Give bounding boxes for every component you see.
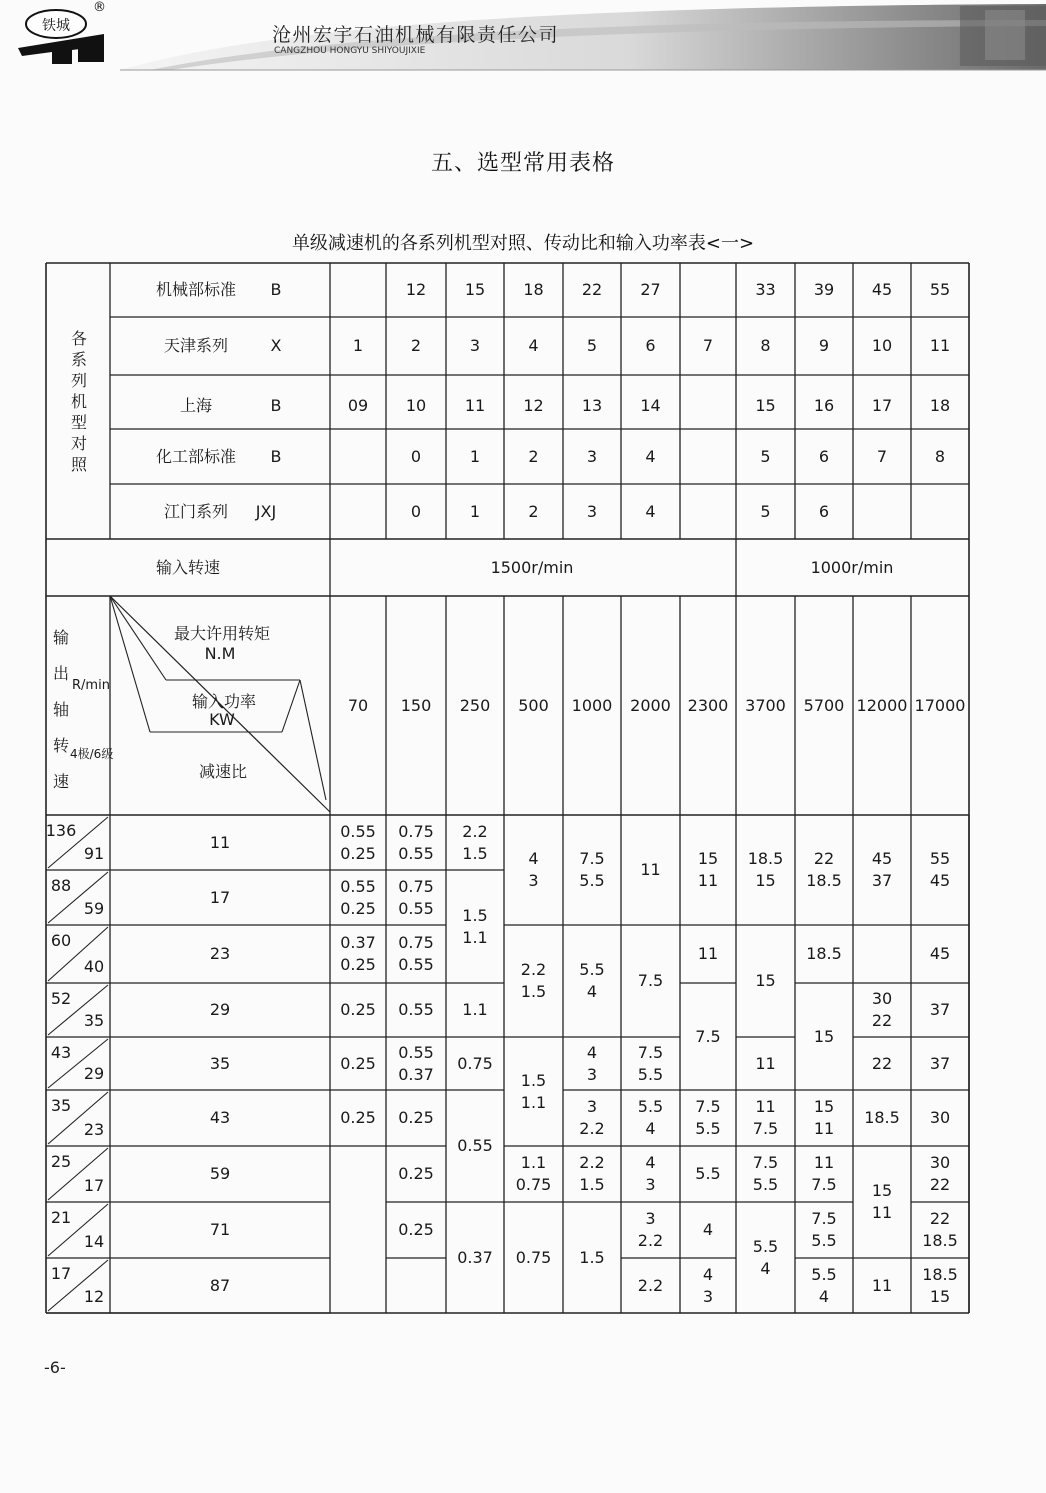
input-power-value: 4 (528, 849, 539, 868)
series-value: 22 (581, 280, 603, 299)
reduction-ratio: 29 (209, 1000, 231, 1019)
series-group-label-char: 对 (70, 434, 87, 453)
input-power-value: 2.2 (579, 1153, 605, 1172)
input-power-value: 4 (818, 1286, 830, 1306)
output-speed-4-pole: 88 (50, 876, 72, 895)
poles-label: 4极/6级 (70, 747, 114, 761)
series-value: 1 (352, 336, 364, 355)
input-power-value: 11 (697, 944, 719, 963)
series-value: 18 (523, 280, 544, 299)
speed-1000-label: 1000r/min (810, 558, 894, 577)
series-name: 上海 (179, 396, 213, 415)
input-power-value: 5.5 (695, 1164, 721, 1183)
series-value: 11 (464, 396, 486, 415)
output-speed-6-pole: 59 (83, 899, 105, 918)
series-value: 18 (929, 396, 951, 415)
input-power-value: 18.5 (747, 849, 784, 868)
input-power-value: 3 (586, 1097, 598, 1116)
input-power-value: 22 (929, 1175, 951, 1194)
output-speed-6-pole: 17 (83, 1176, 105, 1195)
input-power-value: 15 (813, 1097, 835, 1116)
input-power-value: 3 (645, 1209, 656, 1228)
input-power-value: 0.37 (457, 1247, 493, 1267)
output-speed-4-pole: 60 (50, 931, 72, 950)
input-power-value: 1.5 (520, 982, 547, 1001)
company-name-en: CANGZHOU HONGYU SHIYOUJIXIE (274, 46, 426, 56)
input-power-value: 11 (640, 860, 661, 879)
max-torque-value: 150 (400, 696, 432, 715)
input-power-value: 0.75 (398, 821, 434, 841)
series-value: 4 (645, 501, 656, 521)
series-value: 5 (760, 501, 771, 521)
series-value: 10 (405, 396, 427, 415)
input-power-value: 0.55 (398, 955, 434, 974)
max-torque-value: 500 (518, 696, 549, 715)
series-value: 2 (528, 501, 539, 521)
max-torque-value: 1000 (571, 696, 613, 715)
input-power-value: 3 (645, 1175, 656, 1194)
max-torque-value: 2300 (687, 696, 729, 715)
max-torque-label: 最大许用转矩 (173, 624, 271, 643)
input-power-value: 0.37 (340, 933, 376, 952)
input-power-value: 0.55 (398, 898, 434, 918)
input-power-value: 0.25 (340, 1000, 376, 1019)
input-power-value: 2.2 (579, 1119, 605, 1138)
series-group-label-char: 照 (70, 455, 87, 474)
input-power-value: 4 (702, 1220, 714, 1239)
output-speed-4-pole: 21 (50, 1208, 72, 1227)
max-torque-value: 12000 (856, 696, 908, 715)
series-code: X (270, 336, 282, 355)
max-torque-value: 3700 (745, 696, 786, 715)
output-speed-6-pole: 29 (83, 1064, 105, 1083)
input-power-value: 15 (755, 871, 776, 890)
input-power-value: 37 (929, 1053, 951, 1073)
series-value: 13 (581, 396, 603, 415)
torque-unit-label: N.M (204, 644, 236, 663)
series-value: 5 (760, 446, 771, 466)
reduction-ratio: 43 (209, 1108, 231, 1127)
input-power-value: 11 (697, 871, 719, 890)
input-power-value: 1.5 (579, 1247, 605, 1267)
output-speed-4-pole: 25 (50, 1152, 72, 1171)
input-power-value: 0.25 (398, 1220, 434, 1239)
reduction-ratio: 87 (209, 1275, 231, 1295)
series-value: 14 (640, 396, 661, 415)
input-power-value: 15 (697, 849, 719, 868)
input-power-value: 37 (929, 1000, 951, 1019)
input-power-value: 0.25 (340, 843, 376, 863)
series-value: 10 (871, 336, 893, 355)
input-power-value: 22 (871, 1053, 893, 1073)
input-power-value: 0.75 (398, 933, 434, 952)
input-power-value: 4 (645, 1153, 656, 1172)
series-value: 6 (818, 446, 830, 466)
series-value: 33 (755, 280, 776, 299)
output-shaft-label-char: 速 (52, 772, 69, 791)
input-power-value: 5.5 (637, 1097, 664, 1116)
series-value: 16 (813, 396, 835, 415)
series-value: 2 (528, 446, 539, 466)
series-name: 天津系列 (163, 336, 229, 355)
input-power-value: 5.5 (811, 1264, 837, 1284)
output-speed-6-pole: 35 (83, 1011, 105, 1030)
input-power-value: 5.5 (695, 1119, 721, 1138)
series-value: 39 (813, 280, 835, 299)
output-shaft-label (52, 620, 70, 800)
series-name: 化工部标准 (155, 446, 237, 466)
reduction-ratio: 23 (209, 944, 231, 963)
series-value: 4 (528, 336, 539, 355)
series-group-label-char: 各 (70, 329, 87, 348)
series-group-label-char: 系 (70, 350, 87, 369)
input-power-value: 7.5 (752, 1119, 779, 1138)
input-power-value: 15 (929, 1286, 951, 1306)
series-name: 机械部标准 (155, 280, 237, 299)
input-power-value: 4 (645, 1119, 656, 1138)
input-power-value: 7.5 (695, 1026, 721, 1046)
input-power-value: 0.37 (398, 1064, 434, 1084)
input-power-value: 11 (813, 1153, 835, 1172)
series-value: 1 (469, 446, 481, 466)
input-power-value: 11 (871, 1275, 893, 1295)
input-power-value: 7.5 (637, 1042, 664, 1062)
input-power-value: 55 (929, 849, 951, 868)
series-name: 江门系列 (163, 501, 229, 521)
input-power-value: 18.5 (922, 1231, 958, 1250)
input-power-value: 5.5 (579, 960, 605, 979)
series-group-label-char: 列 (70, 371, 87, 390)
header-zigzag (300, 680, 326, 800)
output-shaft-label-char: 出 (52, 664, 69, 683)
input-power-value: 0.25 (340, 955, 376, 974)
input-power-value: 3 (528, 871, 539, 890)
reduction-ratio: 35 (209, 1053, 231, 1073)
input-power-value: 0.25 (340, 1053, 376, 1073)
output-speed-6-pole: 91 (83, 844, 105, 863)
series-group-label-char: 型 (70, 413, 87, 432)
series-value: 55 (929, 280, 951, 299)
input-power-value: 11 (755, 1097, 776, 1116)
input-power-value: 4 (586, 1042, 598, 1062)
input-power-value: 15 (755, 971, 776, 990)
max-torque-value: 70 (347, 696, 369, 715)
input-power-value: 0.25 (398, 1108, 434, 1127)
input-power-value: 0.55 (457, 1136, 493, 1155)
table-title: 单级减速机的各系列机型对照、传动比和输入功率表<一> (291, 233, 755, 254)
output-shaft-label-char: 转 (52, 736, 69, 755)
input-power-value: 7.5 (637, 971, 664, 990)
input-power-value: 18.5 (806, 944, 842, 963)
series-value: 8 (934, 446, 946, 466)
output-speed-6-pole: 40 (83, 957, 105, 976)
reduction-ratio: 59 (209, 1164, 231, 1183)
input-power-value: 22 (929, 1209, 951, 1228)
input-power-value: 30 (929, 1153, 951, 1172)
series-value: 2 (410, 336, 422, 355)
input-power-value: 1.1 (520, 1092, 547, 1112)
input-power-value: 45 (871, 849, 893, 868)
series-code: B (270, 280, 282, 299)
registered-mark: ® (93, 0, 106, 15)
input-power-value: 4 (702, 1264, 714, 1284)
output-speed-6-pole: 12 (83, 1287, 105, 1306)
input-power-value: 11 (813, 1119, 835, 1138)
series-value: 12 (523, 396, 544, 415)
input-power-value: 0.55 (340, 876, 376, 896)
input-power-value: 37 (871, 871, 893, 890)
input-power-label: 输入功率 (191, 692, 257, 711)
input-power-value: 3 (702, 1286, 714, 1306)
series-value: 3 (469, 336, 481, 355)
input-power-value: 0.75 (457, 1053, 493, 1073)
input-power-value: 1.1 (520, 1153, 547, 1172)
output-shaft-label-char: 轴 (52, 700, 69, 719)
series-value: 3 (586, 501, 598, 521)
input-power-value: 1.5 (520, 1070, 547, 1090)
series-value: 15 (755, 396, 776, 415)
header-zigzag (110, 596, 166, 680)
input-speed-label: 输入转速 (155, 558, 221, 577)
series-value: 9 (818, 336, 830, 355)
input-power-value: 5.5 (752, 1175, 779, 1194)
input-power-value: 7.5 (752, 1153, 779, 1172)
series-value: 0 (410, 501, 422, 521)
input-power-value: 0.75 (515, 1247, 552, 1267)
output-speed-6-pole: 14 (83, 1232, 105, 1251)
input-power-value: 30 (929, 1108, 951, 1127)
series-group-label-char: 机 (70, 392, 87, 411)
series-value: 09 (347, 396, 369, 415)
series-value: 5 (586, 336, 598, 355)
input-power-value: 7.5 (811, 1175, 837, 1194)
series-value: 0 (410, 446, 422, 466)
input-power-value: 1.1 (462, 1000, 488, 1019)
input-power-value: 45 (929, 871, 951, 890)
input-power-value: 2.2 (637, 1275, 664, 1295)
header-zigzag (282, 680, 300, 732)
input-power-value: 5.5 (637, 1064, 664, 1084)
series-value: 45 (871, 280, 893, 299)
logo-text: 铁城 (42, 18, 70, 34)
series-value: 12 (405, 280, 427, 299)
input-power-value: 1.5 (462, 843, 488, 863)
input-power-value: 0.25 (398, 1164, 434, 1183)
series-value: 7 (876, 446, 888, 466)
series-value: 8 (760, 336, 771, 355)
input-power-value: 0.55 (340, 821, 376, 841)
input-power-value: 0.25 (340, 898, 376, 918)
series-value: 15 (464, 280, 486, 299)
input-power-value: 2.2 (462, 821, 488, 841)
input-power-value: 2.2 (637, 1231, 664, 1250)
reduction-ratio: 17 (209, 887, 231, 907)
output-shaft-label-char: 输 (52, 628, 69, 647)
input-power-value: 11 (755, 1053, 776, 1073)
input-power-value: 1.5 (462, 905, 488, 925)
output-speed-6-pole: 23 (83, 1120, 105, 1139)
input-power-value: 18.5 (864, 1108, 900, 1127)
reduction-ratio: 11 (209, 832, 231, 852)
output-speed-4-pole: 136 (45, 821, 77, 840)
input-power-value: 11 (871, 1203, 893, 1222)
input-power-value: 30 (871, 989, 893, 1008)
input-power-value: 0.55 (398, 843, 434, 863)
input-power-value: 15 (871, 1181, 893, 1200)
input-power-value: 7.5 (695, 1097, 721, 1116)
input-power-value: 2.2 (520, 960, 547, 979)
ratio-label: 减速比 (198, 762, 248, 781)
series-code: B (270, 446, 282, 466)
series-value: 6 (818, 501, 830, 521)
series-value: 17 (871, 396, 893, 415)
series-value: 3 (586, 446, 598, 466)
unit-label: R/min (72, 678, 110, 693)
reduction-ratio: 71 (209, 1220, 231, 1239)
max-torque-value: 250 (459, 696, 491, 715)
input-power-value: 45 (929, 944, 951, 963)
max-torque-value: 5700 (803, 696, 845, 715)
input-power-value: 1.1 (462, 927, 488, 947)
input-power-value: 0.75 (398, 876, 434, 896)
series-value: 6 (645, 336, 656, 355)
input-power-value: 0.75 (515, 1175, 552, 1194)
series-group-label (70, 328, 88, 475)
input-power-value: 22 (813, 849, 835, 868)
input-power-value: 3 (586, 1064, 598, 1084)
input-power-value: 0.55 (398, 1000, 434, 1019)
section-title: 五、选型常用表格 (430, 151, 615, 176)
output-speed-4-pole: 17 (50, 1264, 72, 1283)
series-value: 1 (469, 501, 481, 521)
series-code: B (270, 396, 282, 415)
input-power-value: 0.55 (398, 1042, 434, 1062)
series-code: JXJ (255, 501, 277, 521)
page-number: -6- (44, 1358, 66, 1377)
max-torque-value: 2000 (630, 696, 671, 715)
input-power-value: 7.5 (811, 1209, 837, 1228)
series-value: 4 (645, 446, 656, 466)
power-unit-label: KW (209, 710, 235, 729)
input-power-value: 4 (760, 1258, 771, 1278)
input-power-value: 1.5 (579, 1175, 605, 1194)
output-speed-4-pole: 35 (50, 1096, 72, 1115)
input-power-value: 7.5 (579, 849, 605, 868)
series-value: 27 (640, 280, 661, 299)
input-power-value: 4 (586, 982, 598, 1001)
output-speed-4-pole: 43 (50, 1043, 72, 1062)
series-value: 7 (702, 336, 714, 355)
input-power-value: 5.5 (752, 1236, 779, 1256)
input-power-value: 18.5 (806, 871, 842, 890)
input-power-value: 15 (813, 1026, 835, 1046)
input-power-value: 22 (871, 1011, 893, 1030)
output-speed-4-pole: 52 (50, 989, 72, 1008)
speed-1500-label: 1500r/min (490, 558, 574, 577)
input-power-value: 18.5 (922, 1264, 958, 1284)
max-torque-value: 17000 (914, 696, 966, 715)
company-name-cn: 沧州宏宇石油机械有限责任公司 (272, 24, 560, 46)
input-power-value: 5.5 (579, 871, 605, 890)
series-value: 11 (929, 336, 951, 355)
input-power-value: 0.25 (340, 1108, 376, 1127)
input-power-value: 5.5 (811, 1231, 837, 1250)
